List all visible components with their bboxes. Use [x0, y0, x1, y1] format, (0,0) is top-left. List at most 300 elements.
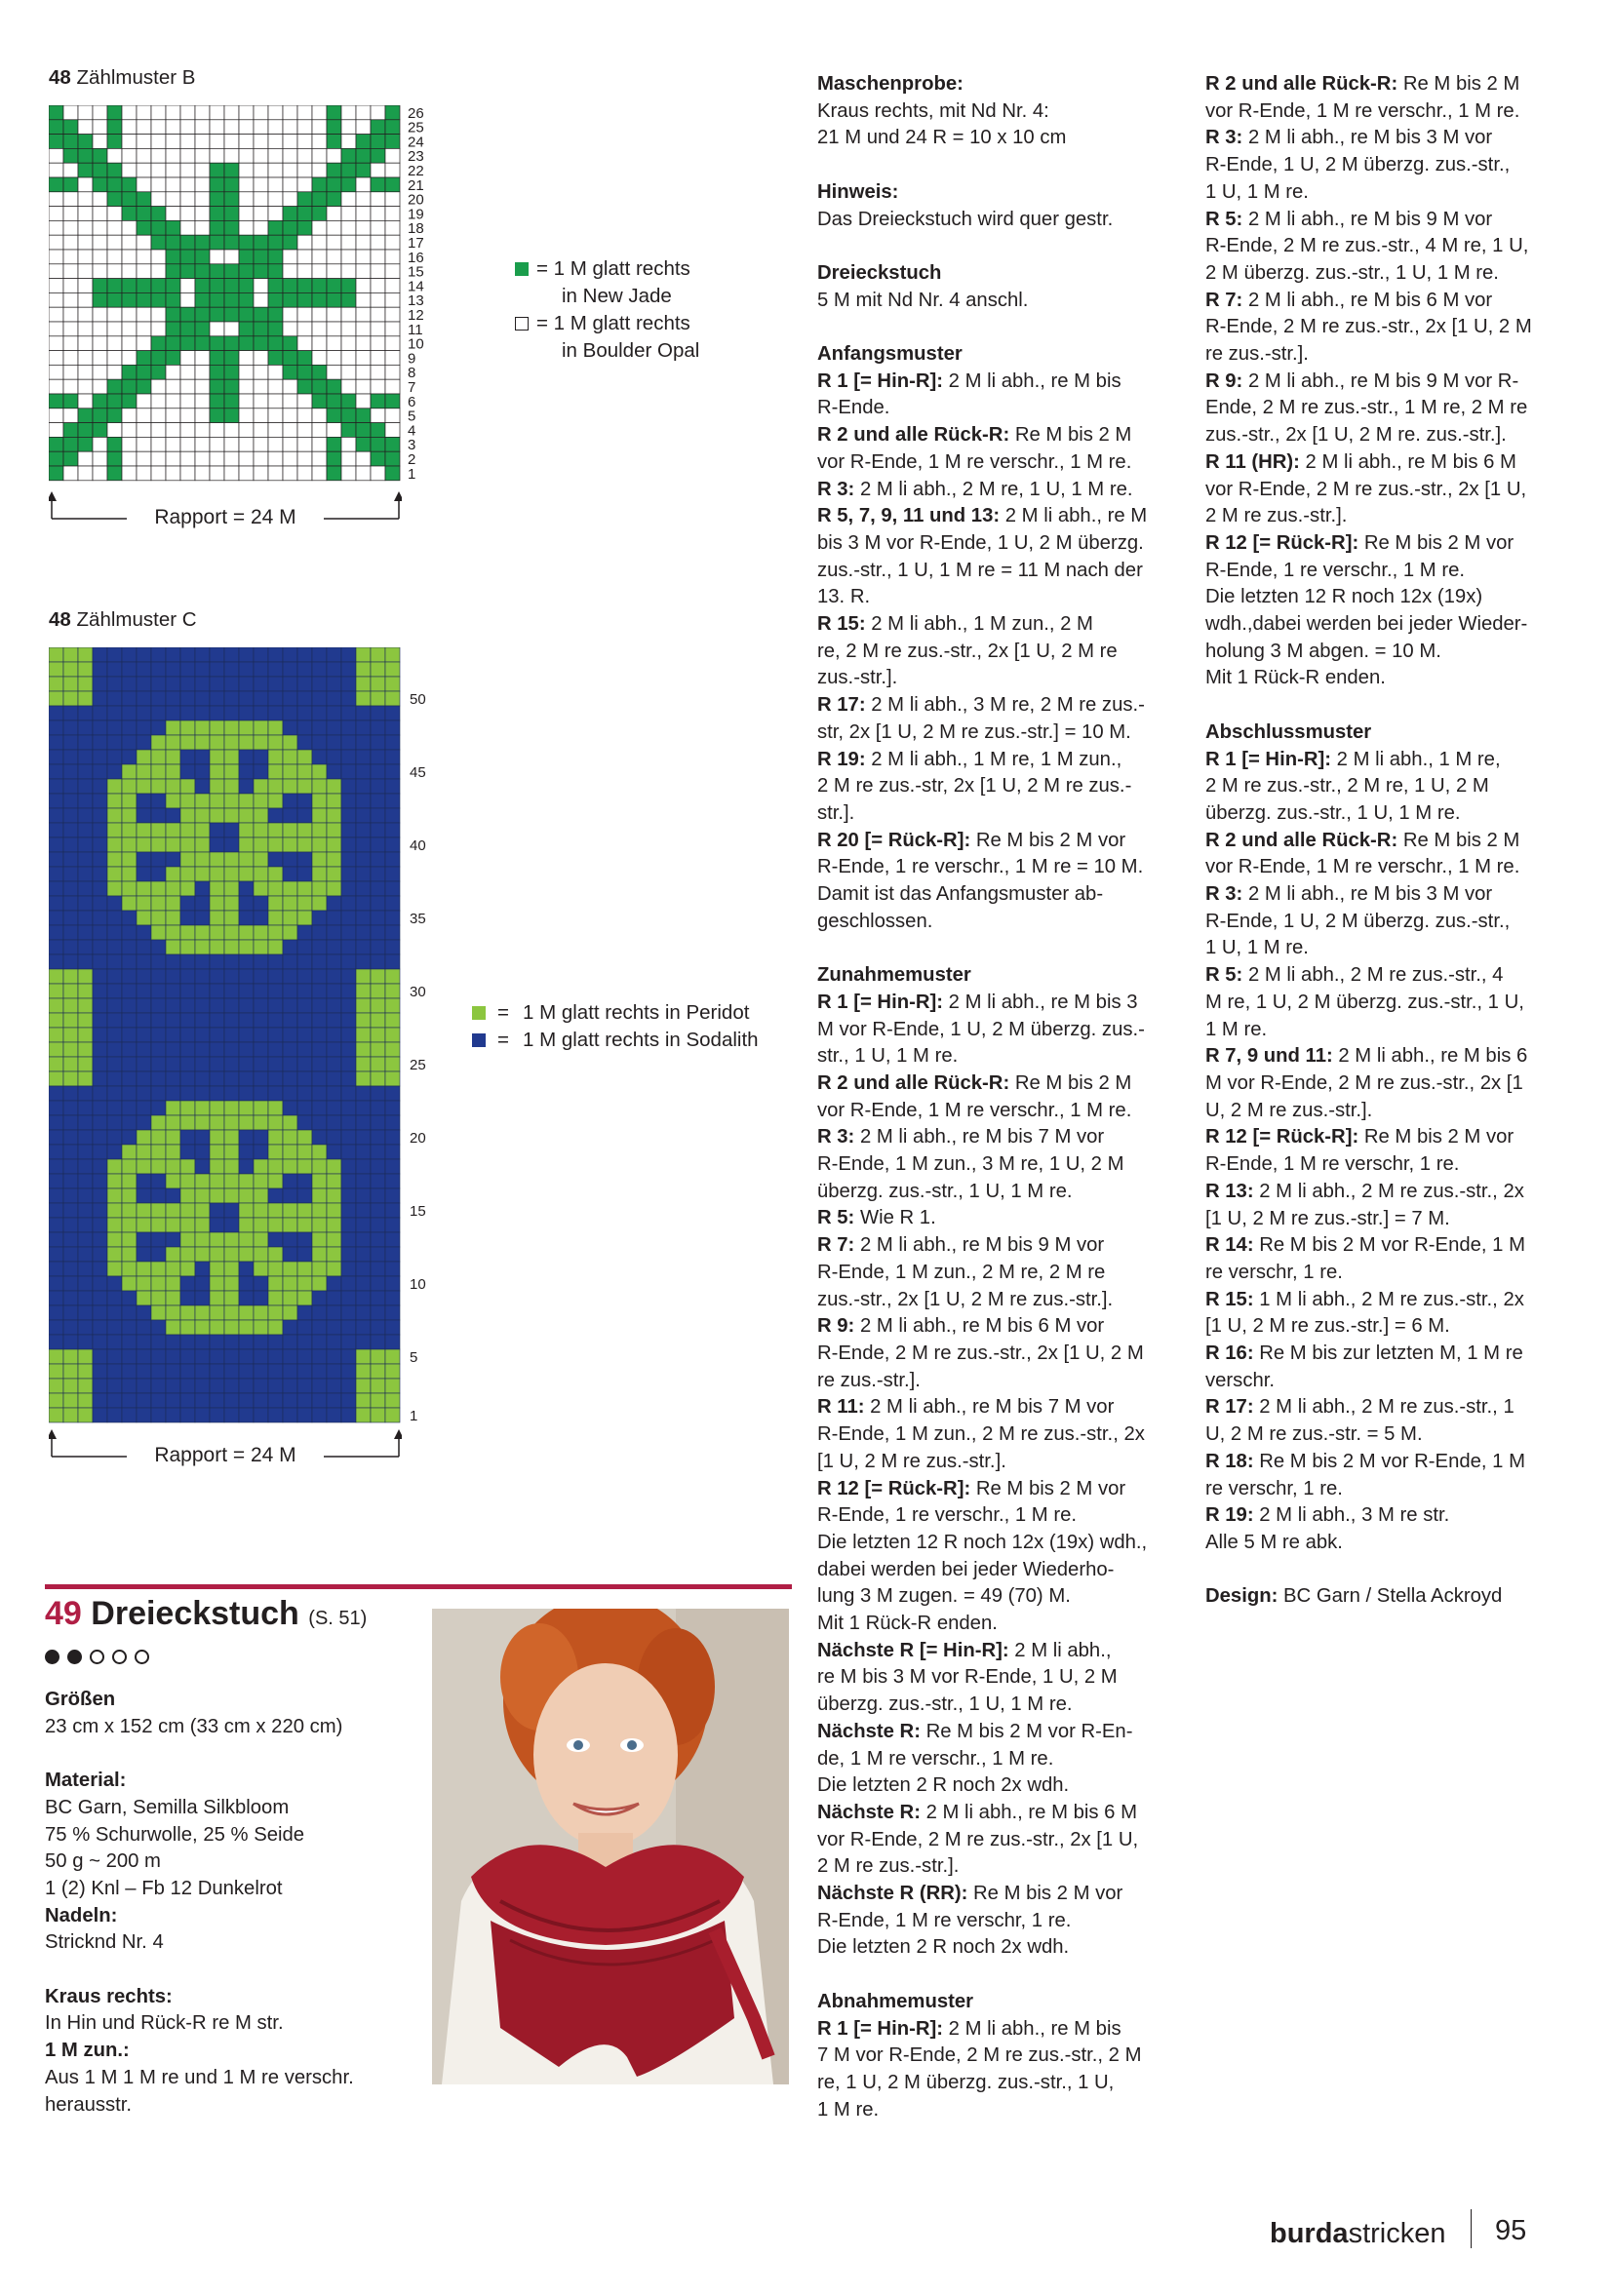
- instruction-line: zus.-str., 2x [1 U, 2 M re zus.-str.].: [817, 1288, 1114, 1310]
- stitch-cell: [254, 837, 268, 852]
- stitch-cell: [254, 1145, 268, 1159]
- stitch-cell: [107, 984, 122, 998]
- instruction-line: Mit 1 Rück-R enden.: [817, 1613, 998, 1635]
- stitch-cell: [137, 647, 151, 662]
- stitch-cell: [312, 105, 327, 120]
- stitch-cell: [137, 1057, 151, 1071]
- stitch-cell: [224, 351, 239, 366]
- stitch-cell: [254, 409, 268, 423]
- stitch-cell: [49, 292, 63, 307]
- chart-b-cells: [49, 105, 400, 481]
- stitch-cell: [327, 823, 341, 837]
- stitch-cell: [49, 207, 63, 221]
- stitch-cell: [195, 1028, 210, 1042]
- stitch-cell: [122, 1086, 137, 1101]
- stitch-cell: [137, 466, 151, 481]
- swatch-peridot: [472, 1006, 486, 1020]
- stitch-cell: [137, 148, 151, 163]
- stitch-cell: [151, 823, 166, 837]
- row-tick-label: 3: [408, 437, 416, 454]
- stitch-cell: [195, 1218, 210, 1232]
- stitch-cell: [254, 1115, 268, 1130]
- instruction-line: R 20 [= Rück-R]: Re M bis 2 M vor: [817, 829, 1126, 851]
- stitch-cell: [63, 1364, 78, 1379]
- stitch-cell: [49, 677, 63, 691]
- stitch-cell: [371, 207, 385, 221]
- stitch-cell: [341, 1379, 356, 1393]
- stitch-cell: [137, 235, 151, 250]
- stitch-cell: [93, 1203, 107, 1218]
- stitch-cell: [137, 925, 151, 940]
- stitch-cell: [312, 1335, 327, 1349]
- stitch-cell: [195, 1364, 210, 1379]
- stitch-cell: [341, 466, 356, 481]
- stitch-cell: [195, 105, 210, 120]
- stitch-cell: [224, 1393, 239, 1408]
- stitch-cell: [180, 1086, 195, 1101]
- stitch-cell: [283, 837, 297, 852]
- stitch-cell: [327, 881, 341, 896]
- stitch-cell: [122, 1393, 137, 1408]
- stitch-cell: [151, 120, 166, 135]
- instruction-line: 2 M re zus.-str., 2 M re, 1 U, 2 M: [1205, 775, 1489, 798]
- stitch-cell: [93, 881, 107, 896]
- stitch-cell: [224, 940, 239, 954]
- stitch-cell: [195, 940, 210, 954]
- stitch-cell: [137, 207, 151, 221]
- stitch-cell: [297, 1203, 312, 1218]
- stitch-cell: [122, 1276, 137, 1291]
- stitch-cell: [254, 379, 268, 394]
- stitch-cell: [297, 394, 312, 409]
- stitch-cell: [107, 1291, 122, 1305]
- stitch-cell: [210, 1028, 224, 1042]
- stitch-cell: [122, 220, 137, 235]
- stitch-cell: [268, 351, 283, 366]
- stitch-cell: [297, 764, 312, 779]
- stitch-cell: [239, 220, 254, 235]
- stitch-cell: [312, 1174, 327, 1188]
- stitch-cell: [195, 720, 210, 735]
- instruction-line: R 19: 2 M li abh., 1 M re, 1 M zun.,: [817, 748, 1122, 770]
- stitch-cell: [63, 220, 78, 235]
- stitch-cell: [254, 1291, 268, 1305]
- stitch-cell: [195, 1335, 210, 1349]
- stitch-cell: [210, 379, 224, 394]
- stitch-cell: [49, 764, 63, 779]
- stitch-cell: [93, 336, 107, 351]
- stitch-cell: [283, 647, 297, 662]
- stitch-cell: [49, 1393, 63, 1408]
- stitch-cell: [180, 322, 195, 336]
- stitch-cell: [107, 1086, 122, 1101]
- stitch-cell: [151, 409, 166, 423]
- stitch-cell: [268, 1262, 283, 1276]
- stitch-cell: [137, 250, 151, 264]
- stitch-cell: [371, 336, 385, 351]
- stitch-cell: [63, 1145, 78, 1159]
- stitch-cell: [180, 1145, 195, 1159]
- stitch-cell: [312, 1203, 327, 1218]
- stitch-cell: [49, 881, 63, 896]
- stitch-cell: [371, 1408, 385, 1422]
- row-tick-label: 50: [410, 691, 426, 708]
- stitch-cell: [63, 235, 78, 250]
- instruction-line: R-Ende, 1 U, 2 M überzg. zus.-str.,: [1205, 910, 1511, 932]
- stitch-cell: [93, 1115, 107, 1130]
- stitch-cell: [385, 1159, 400, 1174]
- stitch-cell: [180, 336, 195, 351]
- stitch-cell: [312, 881, 327, 896]
- stitch-cell: [63, 1218, 78, 1232]
- stitch-cell: [195, 1057, 210, 1071]
- stitch-cell: [268, 1013, 283, 1028]
- stitch-cell: [107, 135, 122, 149]
- stitch-cell: [63, 1247, 78, 1262]
- stitch-cell: [166, 1291, 180, 1305]
- stitch-cell: [49, 954, 63, 969]
- stitch-cell: [297, 647, 312, 662]
- stitch-cell: [224, 1130, 239, 1145]
- stitch-cell: [224, 1071, 239, 1086]
- stitch-cell: [195, 1262, 210, 1276]
- instruction-line: R 5: 2 M li abh., 2 M re zus.-str., 4: [1205, 964, 1504, 987]
- stitch-cell: [93, 735, 107, 750]
- stitch-cell: [210, 1145, 224, 1159]
- stitch-cell: [195, 954, 210, 969]
- swatch-sodalith: [472, 1033, 486, 1047]
- stitch-cell: [312, 662, 327, 677]
- stitch-cell: [224, 1276, 239, 1291]
- stitch-cell: [180, 764, 195, 779]
- stitch-cell: [224, 1335, 239, 1349]
- stitch-cell: [239, 1218, 254, 1232]
- stitch-cell: [151, 750, 166, 764]
- stitch-cell: [49, 823, 63, 837]
- stitch-cell: [297, 451, 312, 466]
- stitch-cell: [78, 1262, 93, 1276]
- stitch-cell: [371, 647, 385, 662]
- stitch-cell: [312, 466, 327, 481]
- stitch-cell: [283, 852, 297, 867]
- stitch-cell: [268, 1320, 283, 1335]
- stitch-cell: [268, 148, 283, 163]
- stitch-cell: [122, 969, 137, 984]
- stitch-cell: [210, 135, 224, 149]
- stitch-cell: [180, 351, 195, 366]
- instruction-line: R 7: 2 M li abh., re M bis 6 M vor: [1205, 289, 1493, 311]
- instruction-line: R 1 [= Hin-R]: 2 M li abh., re M bis 3: [817, 991, 1138, 1013]
- stitch-cell: [195, 896, 210, 911]
- stitch-cell: [371, 177, 385, 192]
- stitch-cell: [180, 1130, 195, 1145]
- stitch-cell: [78, 1247, 93, 1262]
- stitch-cell: [327, 998, 341, 1013]
- stitch-cell: [341, 808, 356, 823]
- stitch-cell: [312, 837, 327, 852]
- stitch-cell: [122, 1159, 137, 1174]
- stitch-cell: [371, 292, 385, 307]
- stitch-cell: [312, 940, 327, 954]
- stitch-cell: [297, 1057, 312, 1071]
- stitch-cell: [78, 466, 93, 481]
- stitch-cell: [122, 120, 137, 135]
- stitch-cell: [224, 984, 239, 998]
- stitch-cell: [151, 351, 166, 366]
- stitch-cell: [107, 1364, 122, 1379]
- stitch-cell: [356, 779, 371, 794]
- stitch-cell: [283, 1393, 297, 1408]
- stitch-cell: [224, 394, 239, 409]
- stitch-cell: [63, 837, 78, 852]
- stitch-cell: [268, 235, 283, 250]
- stitch-cell: [356, 969, 371, 984]
- stitch-cell: [239, 1188, 254, 1203]
- stitch-cell: [166, 307, 180, 322]
- stitch-cell: [371, 867, 385, 881]
- stitch-cell: [385, 1393, 400, 1408]
- stitch-cell: [107, 867, 122, 881]
- stitch-cell: [356, 837, 371, 852]
- stitch-cell: [341, 322, 356, 336]
- row-tick-label: 13: [408, 292, 424, 310]
- chart-b: [49, 105, 439, 495]
- stitch-cell: [341, 351, 356, 366]
- groessen-text: 23 cm x 152 cm (33 cm x 220 cm): [45, 1715, 343, 1737]
- stitch-cell: [341, 307, 356, 322]
- stitch-cell: [312, 779, 327, 794]
- stitch-cell: [49, 264, 63, 279]
- stitch-cell: [63, 691, 78, 706]
- row-tick-label: 5: [408, 408, 416, 425]
- stitch-cell: [312, 135, 327, 149]
- stitch-cell: [239, 794, 254, 808]
- stitch-cell: [195, 911, 210, 925]
- stitch-cell: [151, 1379, 166, 1393]
- stitch-cell: [93, 292, 107, 307]
- stitch-cell: [195, 984, 210, 998]
- row-tick-label: 6: [408, 393, 416, 410]
- stitch-cell: [341, 1071, 356, 1086]
- stitch-cell: [239, 852, 254, 867]
- instruction-line: zus.-str., 1 U, 1 M re = 11 M nach der: [817, 559, 1143, 581]
- stitch-cell: [151, 764, 166, 779]
- stitch-cell: [93, 662, 107, 677]
- stitch-cell: [254, 852, 268, 867]
- stitch-cell: [254, 1349, 268, 1364]
- stitch-cell: [371, 823, 385, 837]
- stitch-cell: [166, 1408, 180, 1422]
- stitch-cell: [312, 1086, 327, 1101]
- abnahmemuster-heading: Abnahmemuster: [817, 1990, 974, 2012]
- stitch-cell: [297, 969, 312, 984]
- stitch-cell: [63, 969, 78, 984]
- stitch-cell: [93, 1188, 107, 1203]
- stitch-cell: [341, 984, 356, 998]
- stitch-cell: [195, 1320, 210, 1335]
- row-tick-label: 5: [410, 1349, 418, 1366]
- stitch-cell: [327, 940, 341, 954]
- stitch-cell: [107, 823, 122, 837]
- instruction-line: R-Ende, 1 M zun., 2 M re zus.-str., 2x: [817, 1423, 1145, 1446]
- stitch-cell: [166, 1013, 180, 1028]
- stitch-cell: [78, 940, 93, 954]
- stitch-cell: [283, 1174, 297, 1188]
- stitch-cell: [327, 351, 341, 366]
- stitch-cell: [122, 764, 137, 779]
- stitch-cell: [239, 351, 254, 366]
- stitch-cell: [312, 691, 327, 706]
- stitch-cell: [283, 1320, 297, 1335]
- section-title: Dreieckstuch: [91, 1595, 299, 1632]
- instruction-line: R-Ende, 2 M re zus.-str., 4 M re, 1 U,: [1205, 235, 1529, 257]
- stitch-cell: [224, 437, 239, 451]
- stitch-cell: [107, 1057, 122, 1071]
- stitch-cell: [93, 764, 107, 779]
- stitch-cell: [180, 365, 195, 379]
- stitch-cell: [93, 808, 107, 823]
- stitch-cell: [254, 264, 268, 279]
- stitch-cell: [341, 750, 356, 764]
- stitch-cell: [107, 1013, 122, 1028]
- stitch-cell: [327, 794, 341, 808]
- stitch-cell: [195, 1086, 210, 1101]
- stitch-cell: [385, 394, 400, 409]
- stitch-cell: [78, 794, 93, 808]
- stitch-cell: [180, 177, 195, 192]
- instruction-line: verschr.: [1205, 1369, 1276, 1391]
- stitch-cell: [180, 105, 195, 120]
- stitch-cell: [151, 998, 166, 1013]
- stitch-cell: [283, 1247, 297, 1262]
- instruction-line: R 7: 2 M li abh., re M bis 9 M vor: [817, 1234, 1105, 1257]
- stitch-cell: [107, 1028, 122, 1042]
- stitch-cell: [122, 1247, 137, 1262]
- stitch-cell: [210, 192, 224, 207]
- stitch-cell: [385, 969, 400, 984]
- instruction-line: [1 U, 2 M re zus.-str.].: [817, 1450, 1006, 1472]
- stitch-cell: [356, 1115, 371, 1130]
- stitch-cell: [356, 451, 371, 466]
- stitch-cell: [137, 1203, 151, 1218]
- stitch-cell: [283, 451, 297, 466]
- stitch-cell: [254, 677, 268, 691]
- stitch-cell: [93, 466, 107, 481]
- stitch-cell: [283, 1101, 297, 1115]
- stitch-cell: [268, 365, 283, 379]
- stitch-cell: [341, 1159, 356, 1174]
- stitch-cell: [341, 764, 356, 779]
- stitch-cell: [297, 264, 312, 279]
- stitch-cell: [210, 423, 224, 438]
- stitch-cell: [49, 720, 63, 735]
- stitch-cell: [166, 1349, 180, 1364]
- stitch-cell: [195, 235, 210, 250]
- stitch-cell: [122, 279, 137, 293]
- stitch-cell: [166, 969, 180, 984]
- stitch-cell: [371, 1291, 385, 1305]
- stitch-cell: [283, 779, 297, 794]
- stitch-cell: [239, 250, 254, 264]
- stitch-cell: [312, 1276, 327, 1291]
- stitch-cell: [224, 466, 239, 481]
- stitch-cell: [283, 148, 297, 163]
- stitch-cell: [180, 307, 195, 322]
- stitch-cell: [341, 1364, 356, 1379]
- stitch-cell: [283, 706, 297, 720]
- stitch-cell: [180, 969, 195, 984]
- stitch-cell: [356, 984, 371, 998]
- stitch-cell: [327, 1379, 341, 1393]
- stitch-cell: [283, 1262, 297, 1276]
- stitch-cell: [93, 1232, 107, 1247]
- stitch-cell: [268, 662, 283, 677]
- stitch-cell: [385, 1101, 400, 1115]
- stitch-cell: [122, 351, 137, 366]
- stitch-cell: [283, 720, 297, 735]
- stitch-cell: [356, 1305, 371, 1320]
- stitch-cell: [180, 1232, 195, 1247]
- stitch-cell: [166, 120, 180, 135]
- stitch-cell: [224, 1408, 239, 1422]
- stitch-cell: [297, 677, 312, 691]
- stitch-cell: [195, 1042, 210, 1057]
- stitch-cell: [224, 1320, 239, 1335]
- stitch-cell: [137, 691, 151, 706]
- stitch-cell: [297, 940, 312, 954]
- stitch-cell: [268, 1174, 283, 1188]
- instruction-line: R-Ende, 1 M re verschr, 1 re.: [1205, 1153, 1460, 1176]
- stitch-cell: [93, 1393, 107, 1408]
- stitch-cell: [78, 163, 93, 177]
- stitch-cell: [166, 881, 180, 896]
- stitch-cell: [166, 1086, 180, 1101]
- stitch-cell: [78, 264, 93, 279]
- stitch-cell: [385, 379, 400, 394]
- stitch-cell: [327, 437, 341, 451]
- stitch-cell: [371, 1145, 385, 1159]
- stitch-cell: [283, 250, 297, 264]
- stitch-cell: [239, 735, 254, 750]
- stitch-cell: [151, 691, 166, 706]
- stitch-cell: [107, 1335, 122, 1349]
- stitch-cell: [224, 677, 239, 691]
- stitch-cell: [166, 264, 180, 279]
- stitch-cell: [137, 1408, 151, 1422]
- stitch-cell: [195, 135, 210, 149]
- stitch-cell: [224, 662, 239, 677]
- instruction-line: R 5, 7, 9, 11 und 13: 2 M li abh., re M: [817, 505, 1148, 527]
- stitch-cell: [239, 954, 254, 969]
- stitch-cell: [356, 105, 371, 120]
- stitch-cell: [297, 235, 312, 250]
- stitch-cell: [122, 1130, 137, 1145]
- stitch-cell: [210, 1364, 224, 1379]
- instruction-line: [1 U, 2 M re zus.-str.] = 6 M.: [1205, 1315, 1450, 1338]
- stitch-cell: [254, 279, 268, 293]
- stitch-cell: [327, 720, 341, 735]
- instruction-line: R-Ende.: [817, 397, 890, 419]
- stitch-cell: [239, 1393, 254, 1408]
- stitch-cell: [78, 279, 93, 293]
- stitch-cell: [107, 940, 122, 954]
- stitch-cell: [254, 250, 268, 264]
- stitch-cell: [327, 105, 341, 120]
- stitch-cell: [210, 1349, 224, 1364]
- stitch-cell: [327, 1305, 341, 1320]
- instruction-line: Damit ist das Anfangsmuster ab-: [817, 883, 1104, 906]
- stitch-cell: [180, 1188, 195, 1203]
